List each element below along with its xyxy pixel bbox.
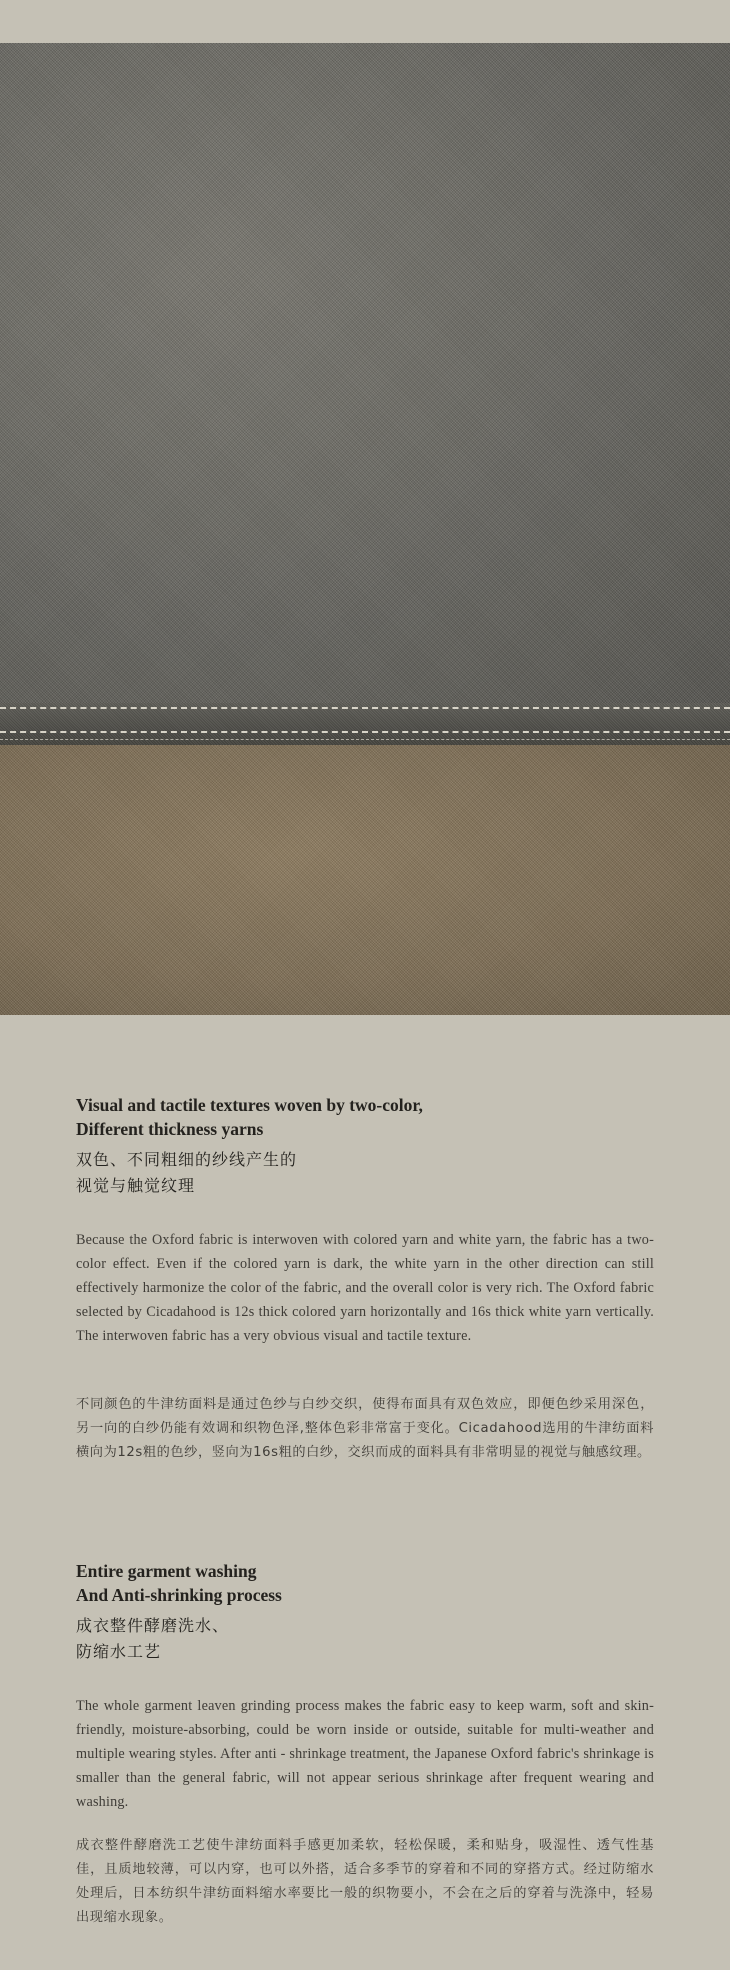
hem-stitch-edge xyxy=(0,739,730,740)
washing-en-title xyxy=(76,1559,654,1607)
washing-cn-title xyxy=(76,1613,654,1665)
hem-stitch-top xyxy=(0,707,730,709)
washing-en-body: The whole garment leaven grinding process makes the fabric easy to keep warm, soft and skin-friendly, moisture-absorbing, could be worn inside or outside, suitable for multi-weather and multiple wearing styles. After anti - shrinkage treatment, the Japanese Oxford fabric's shrinkage is smaller than the general fabric, will not appear serious shrinkage after frequent wearing and washing. xyxy=(76,1698,654,1810)
washing-en-title-line2: And Anti-shrinking process xyxy=(76,1585,282,1605)
fabric-photo xyxy=(0,43,730,1015)
texture-cn-title-line2: 视觉与触觉纹理 xyxy=(76,1176,196,1195)
washing-cn-title-line2: 防缩水工艺 xyxy=(76,1642,162,1661)
texture-cn-title-line1: 双色、不同粗细的纱线产生的 xyxy=(76,1150,298,1169)
khaki-oxford-fabric xyxy=(0,745,730,1015)
texture-en-title-line1: Visual and tactile textures woven by two-color, xyxy=(76,1095,423,1115)
hem-stitch-bottom xyxy=(0,731,730,733)
texture-en-title-line2: Different thickness yarns xyxy=(76,1119,264,1139)
washing-en-title-line1: Entire garment washing xyxy=(76,1561,257,1581)
texture-cn-body: 不同颜色的牛津纺面料是通过色纱与白纱交织，使得布面具有双色效应，即便色纱采用深色，另一向的白纱仍能有效调和织物色泽,整体色彩非常富于变化。Cicadahood选用的牛津纺面料横向为12s粗的色纱，竖向为16s粗的白纱，交织而成的面料具有非常明显的视觉与触感纹理。 xyxy=(76,1397,654,1460)
texture-cn-title xyxy=(76,1147,654,1199)
texture-en-body: Because the Oxford fabric is interwoven with colored yarn and white yarn, the fabric has a two-color effect. Even if the colored yarn is dark, the white yarn in the other direction can still effectively harmonize the color of the fabric, and the overall color is very rich. The Oxford fabric selected by Cicadahood is 12s thick colored yarn horizontally and 16s thick white yarn vertically. The interwoven fabric has a very obvious visual and tactile texture. xyxy=(76,1232,654,1344)
washing-section xyxy=(76,1559,654,1665)
texture-section xyxy=(76,1093,654,1199)
washing-cn-body: 成衣整件酵磨洗工艺使牛津纺面料手感更加柔软，轻松保暖，柔和贴身，吸湿性、透气性基佳，且质地较薄，可以内穿，也可以外搭，适合多季节的穿着和不同的穿搭方式。经过防缩水处理后，日本纺织牛津纺面料缩水率要比一般的织物要小，不会在之后的穿着与洗涤中，轻易出现缩水现象。 xyxy=(76,1838,654,1925)
gray-oxford-fabric xyxy=(0,43,730,703)
texture-en-title xyxy=(76,1093,654,1141)
washing-cn-title-line1: 成衣整件酵磨洗水、 xyxy=(76,1616,230,1635)
